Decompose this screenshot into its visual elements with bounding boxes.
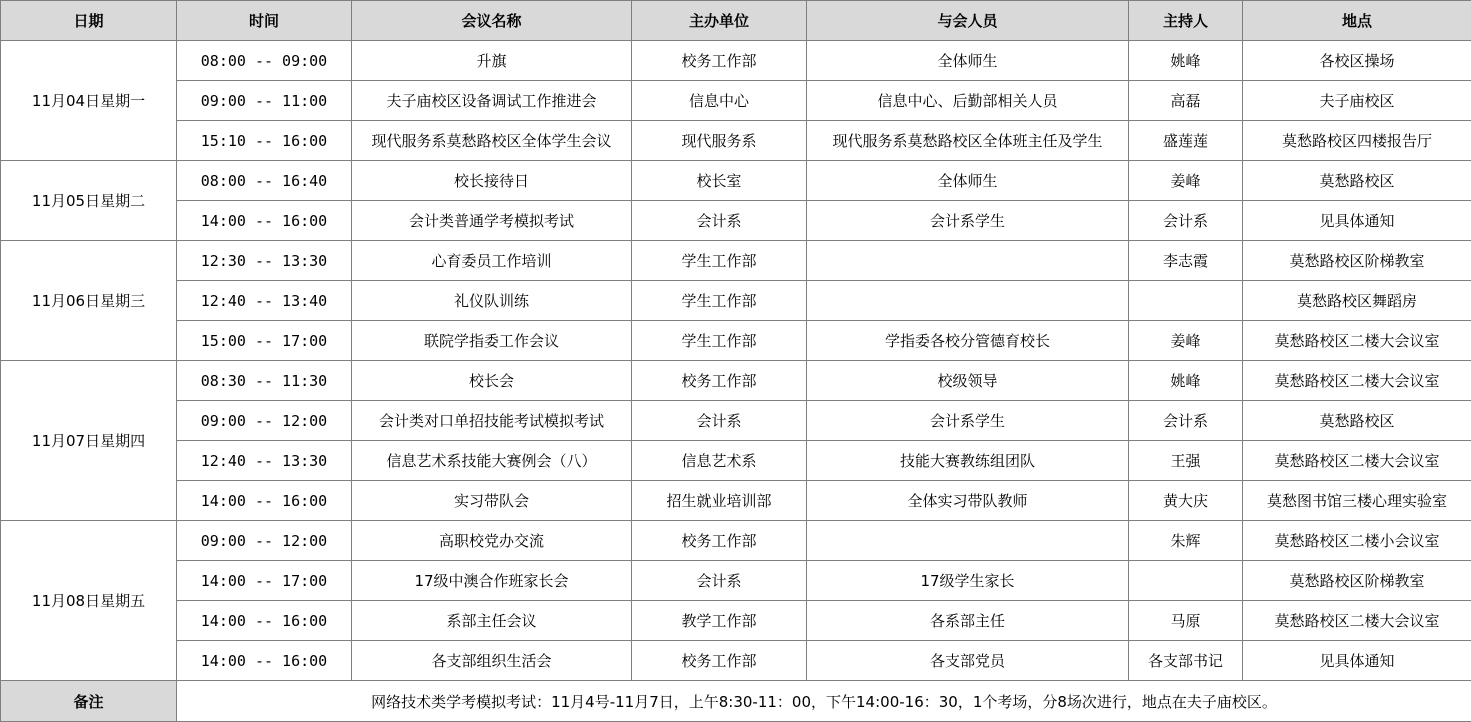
organizer-cell: 学生工作部	[632, 241, 807, 281]
location-cell: 莫愁路校区二楼大会议室	[1243, 361, 1471, 401]
meeting-name-cell: 心育委员工作培训	[352, 241, 632, 281]
time-cell: 14:00 -- 16:00	[177, 601, 352, 641]
location-cell: 见具体通知	[1243, 201, 1471, 241]
time-cell: 15:10 -- 16:00	[177, 121, 352, 161]
host-cell: 各支部书记	[1129, 641, 1243, 681]
host-cell: 盛莲莲	[1129, 121, 1243, 161]
remark-label: 备注	[1, 681, 177, 722]
meeting-name-cell: 礼仪队训练	[352, 281, 632, 321]
attendees-cell: 全体师生	[807, 161, 1129, 201]
host-cell: 会计系	[1129, 401, 1243, 441]
time-cell: 12:40 -- 13:30	[177, 441, 352, 481]
attendees-cell: 17级学生家长	[807, 561, 1129, 601]
schedule-row	[1, 81, 1471, 121]
remark-text: 网络技术类学考模拟考试：11月4号-11月7日，上午8:30-11：00，下午14:00-16：30，1个考场，分8场次进行，地点在夫子庙校区。	[177, 681, 1471, 722]
schedule-row	[1, 41, 1471, 81]
time-cell: 12:30 -- 13:30	[177, 241, 352, 281]
time-cell: 09:00 -- 12:00	[177, 521, 352, 561]
header-meeting-name: 会议名称	[352, 1, 632, 41]
organizer-cell: 教学工作部	[632, 601, 807, 641]
time-cell: 08:00 -- 16:40	[177, 161, 352, 201]
host-cell: 马原	[1129, 601, 1243, 641]
attendees-cell: 全体师生	[807, 41, 1129, 81]
organizer-cell: 校务工作部	[632, 41, 807, 81]
attendees-cell: 各系部主任	[807, 601, 1129, 641]
location-cell: 莫愁路校区二楼小会议室	[1243, 521, 1471, 561]
host-cell: 会计系	[1129, 201, 1243, 241]
time-cell: 09:00 -- 11:00	[177, 81, 352, 121]
time-cell: 12:40 -- 13:40	[177, 281, 352, 321]
header-location: 地点	[1243, 1, 1471, 41]
header-host: 主持人	[1129, 1, 1243, 41]
location-cell: 莫愁路校区	[1243, 161, 1471, 201]
header-attendees: 与会人员	[807, 1, 1129, 41]
location-cell: 莫愁路校区阶梯教室	[1243, 561, 1471, 601]
schedule-row	[1, 601, 1471, 641]
time-cell: 14:00 -- 16:00	[177, 481, 352, 521]
date-cell: 11月07日星期四	[1, 361, 177, 521]
organizer-cell: 会计系	[632, 561, 807, 601]
meeting-name-cell: 17级中澳合作班家长会	[352, 561, 632, 601]
organizer-cell: 学生工作部	[632, 281, 807, 321]
time-cell: 09:00 -- 12:00	[177, 401, 352, 441]
attendees-cell: 技能大赛教练组团队	[807, 441, 1129, 481]
host-cell: 姚峰	[1129, 41, 1243, 81]
schedule-row	[1, 361, 1471, 401]
meeting-name-cell: 会计类普通学考模拟考试	[352, 201, 632, 241]
organizer-cell: 信息艺术系	[632, 441, 807, 481]
schedule-row	[1, 321, 1471, 361]
host-cell	[1129, 561, 1243, 601]
meeting-name-cell: 夫子庙校区设备调试工作推进会	[352, 81, 632, 121]
host-cell: 王强	[1129, 441, 1243, 481]
organizer-cell: 现代服务系	[632, 121, 807, 161]
location-cell: 莫愁路校区阶梯教室	[1243, 241, 1471, 281]
schedule-row	[1, 121, 1471, 161]
attendees-cell: 会计系学生	[807, 401, 1129, 441]
location-cell: 莫愁路校区舞蹈房	[1243, 281, 1471, 321]
meeting-name-cell: 信息艺术系技能大赛例会（八）	[352, 441, 632, 481]
header-row	[1, 1, 1471, 41]
meeting-name-cell: 实习带队会	[352, 481, 632, 521]
location-cell: 莫愁路校区四楼报告厅	[1243, 121, 1471, 161]
location-cell: 莫愁路校区二楼大会议室	[1243, 601, 1471, 641]
time-cell: 14:00 -- 16:00	[177, 641, 352, 681]
location-cell: 见具体通知	[1243, 641, 1471, 681]
remark-row	[1, 681, 1471, 722]
host-cell: 姜峰	[1129, 321, 1243, 361]
attendees-cell: 信息中心、后勤部相关人员	[807, 81, 1129, 121]
header-time: 时间	[177, 1, 352, 41]
attendees-cell: 各支部党员	[807, 641, 1129, 681]
organizer-cell: 信息中心	[632, 81, 807, 121]
time-cell: 08:00 -- 09:00	[177, 41, 352, 81]
meeting-name-cell: 校长接待日	[352, 161, 632, 201]
attendees-cell: 校级领导	[807, 361, 1129, 401]
date-cell: 11月06日星期三	[1, 241, 177, 361]
location-cell: 莫愁路校区	[1243, 401, 1471, 441]
meeting-name-cell: 高职校党办交流	[352, 521, 632, 561]
time-cell: 14:00 -- 16:00	[177, 201, 352, 241]
organizer-cell: 学生工作部	[632, 321, 807, 361]
time-cell: 14:00 -- 17:00	[177, 561, 352, 601]
location-cell: 莫愁路校区二楼大会议室	[1243, 441, 1471, 481]
time-cell: 08:30 -- 11:30	[177, 361, 352, 401]
date-cell: 11月04日星期一	[1, 41, 177, 161]
schedule-row	[1, 481, 1471, 521]
host-cell: 李志霞	[1129, 241, 1243, 281]
host-cell: 高磊	[1129, 81, 1243, 121]
meeting-name-cell: 会计类对口单招技能考试模拟考试	[352, 401, 632, 441]
organizer-cell: 校务工作部	[632, 641, 807, 681]
location-cell: 莫愁图书馆三楼心理实验室	[1243, 481, 1471, 521]
meeting-name-cell: 联院学指委工作会议	[352, 321, 632, 361]
location-cell: 莫愁路校区二楼大会议室	[1243, 321, 1471, 361]
schedule-row	[1, 161, 1471, 201]
attendees-cell: 现代服务系莫愁路校区全体班主任及学生	[807, 121, 1129, 161]
location-cell: 夫子庙校区	[1243, 81, 1471, 121]
meeting-name-cell: 现代服务系莫愁路校区全体学生会议	[352, 121, 632, 161]
schedule-row	[1, 641, 1471, 681]
host-cell: 朱辉	[1129, 521, 1243, 561]
organizer-cell: 校务工作部	[632, 361, 807, 401]
time-cell: 15:00 -- 17:00	[177, 321, 352, 361]
schedule-row	[1, 561, 1471, 601]
attendees-cell: 全体实习带队教师	[807, 481, 1129, 521]
location-cell: 各校区操场	[1243, 41, 1471, 81]
schedule-row	[1, 401, 1471, 441]
schedule-row	[1, 241, 1471, 281]
host-cell: 黄大庆	[1129, 481, 1243, 521]
schedule-row	[1, 441, 1471, 481]
attendees-cell: 学指委各校分管德育校长	[807, 321, 1129, 361]
organizer-cell: 会计系	[632, 201, 807, 241]
organizer-cell: 校务工作部	[632, 521, 807, 561]
organizer-cell: 校长室	[632, 161, 807, 201]
host-cell	[1129, 281, 1243, 321]
meeting-name-cell: 升旗	[352, 41, 632, 81]
schedule-row	[1, 521, 1471, 561]
attendees-cell: 会计系学生	[807, 201, 1129, 241]
header-date: 日期	[1, 1, 177, 41]
meeting-name-cell: 系部主任会议	[352, 601, 632, 641]
organizer-cell: 招生就业培训部	[632, 481, 807, 521]
meeting-name-cell: 各支部组织生活会	[352, 641, 632, 681]
organizer-cell: 会计系	[632, 401, 807, 441]
header-organizer: 主办单位	[632, 1, 807, 41]
date-cell: 11月05日星期二	[1, 161, 177, 241]
schedule-row	[1, 281, 1471, 321]
schedule-row	[1, 201, 1471, 241]
attendees-cell	[807, 281, 1129, 321]
host-cell: 姚峰	[1129, 361, 1243, 401]
date-cell: 11月08日星期五	[1, 521, 177, 681]
host-cell: 姜峰	[1129, 161, 1243, 201]
attendees-cell	[807, 521, 1129, 561]
attendees-cell	[807, 241, 1129, 281]
meeting-name-cell: 校长会	[352, 361, 632, 401]
